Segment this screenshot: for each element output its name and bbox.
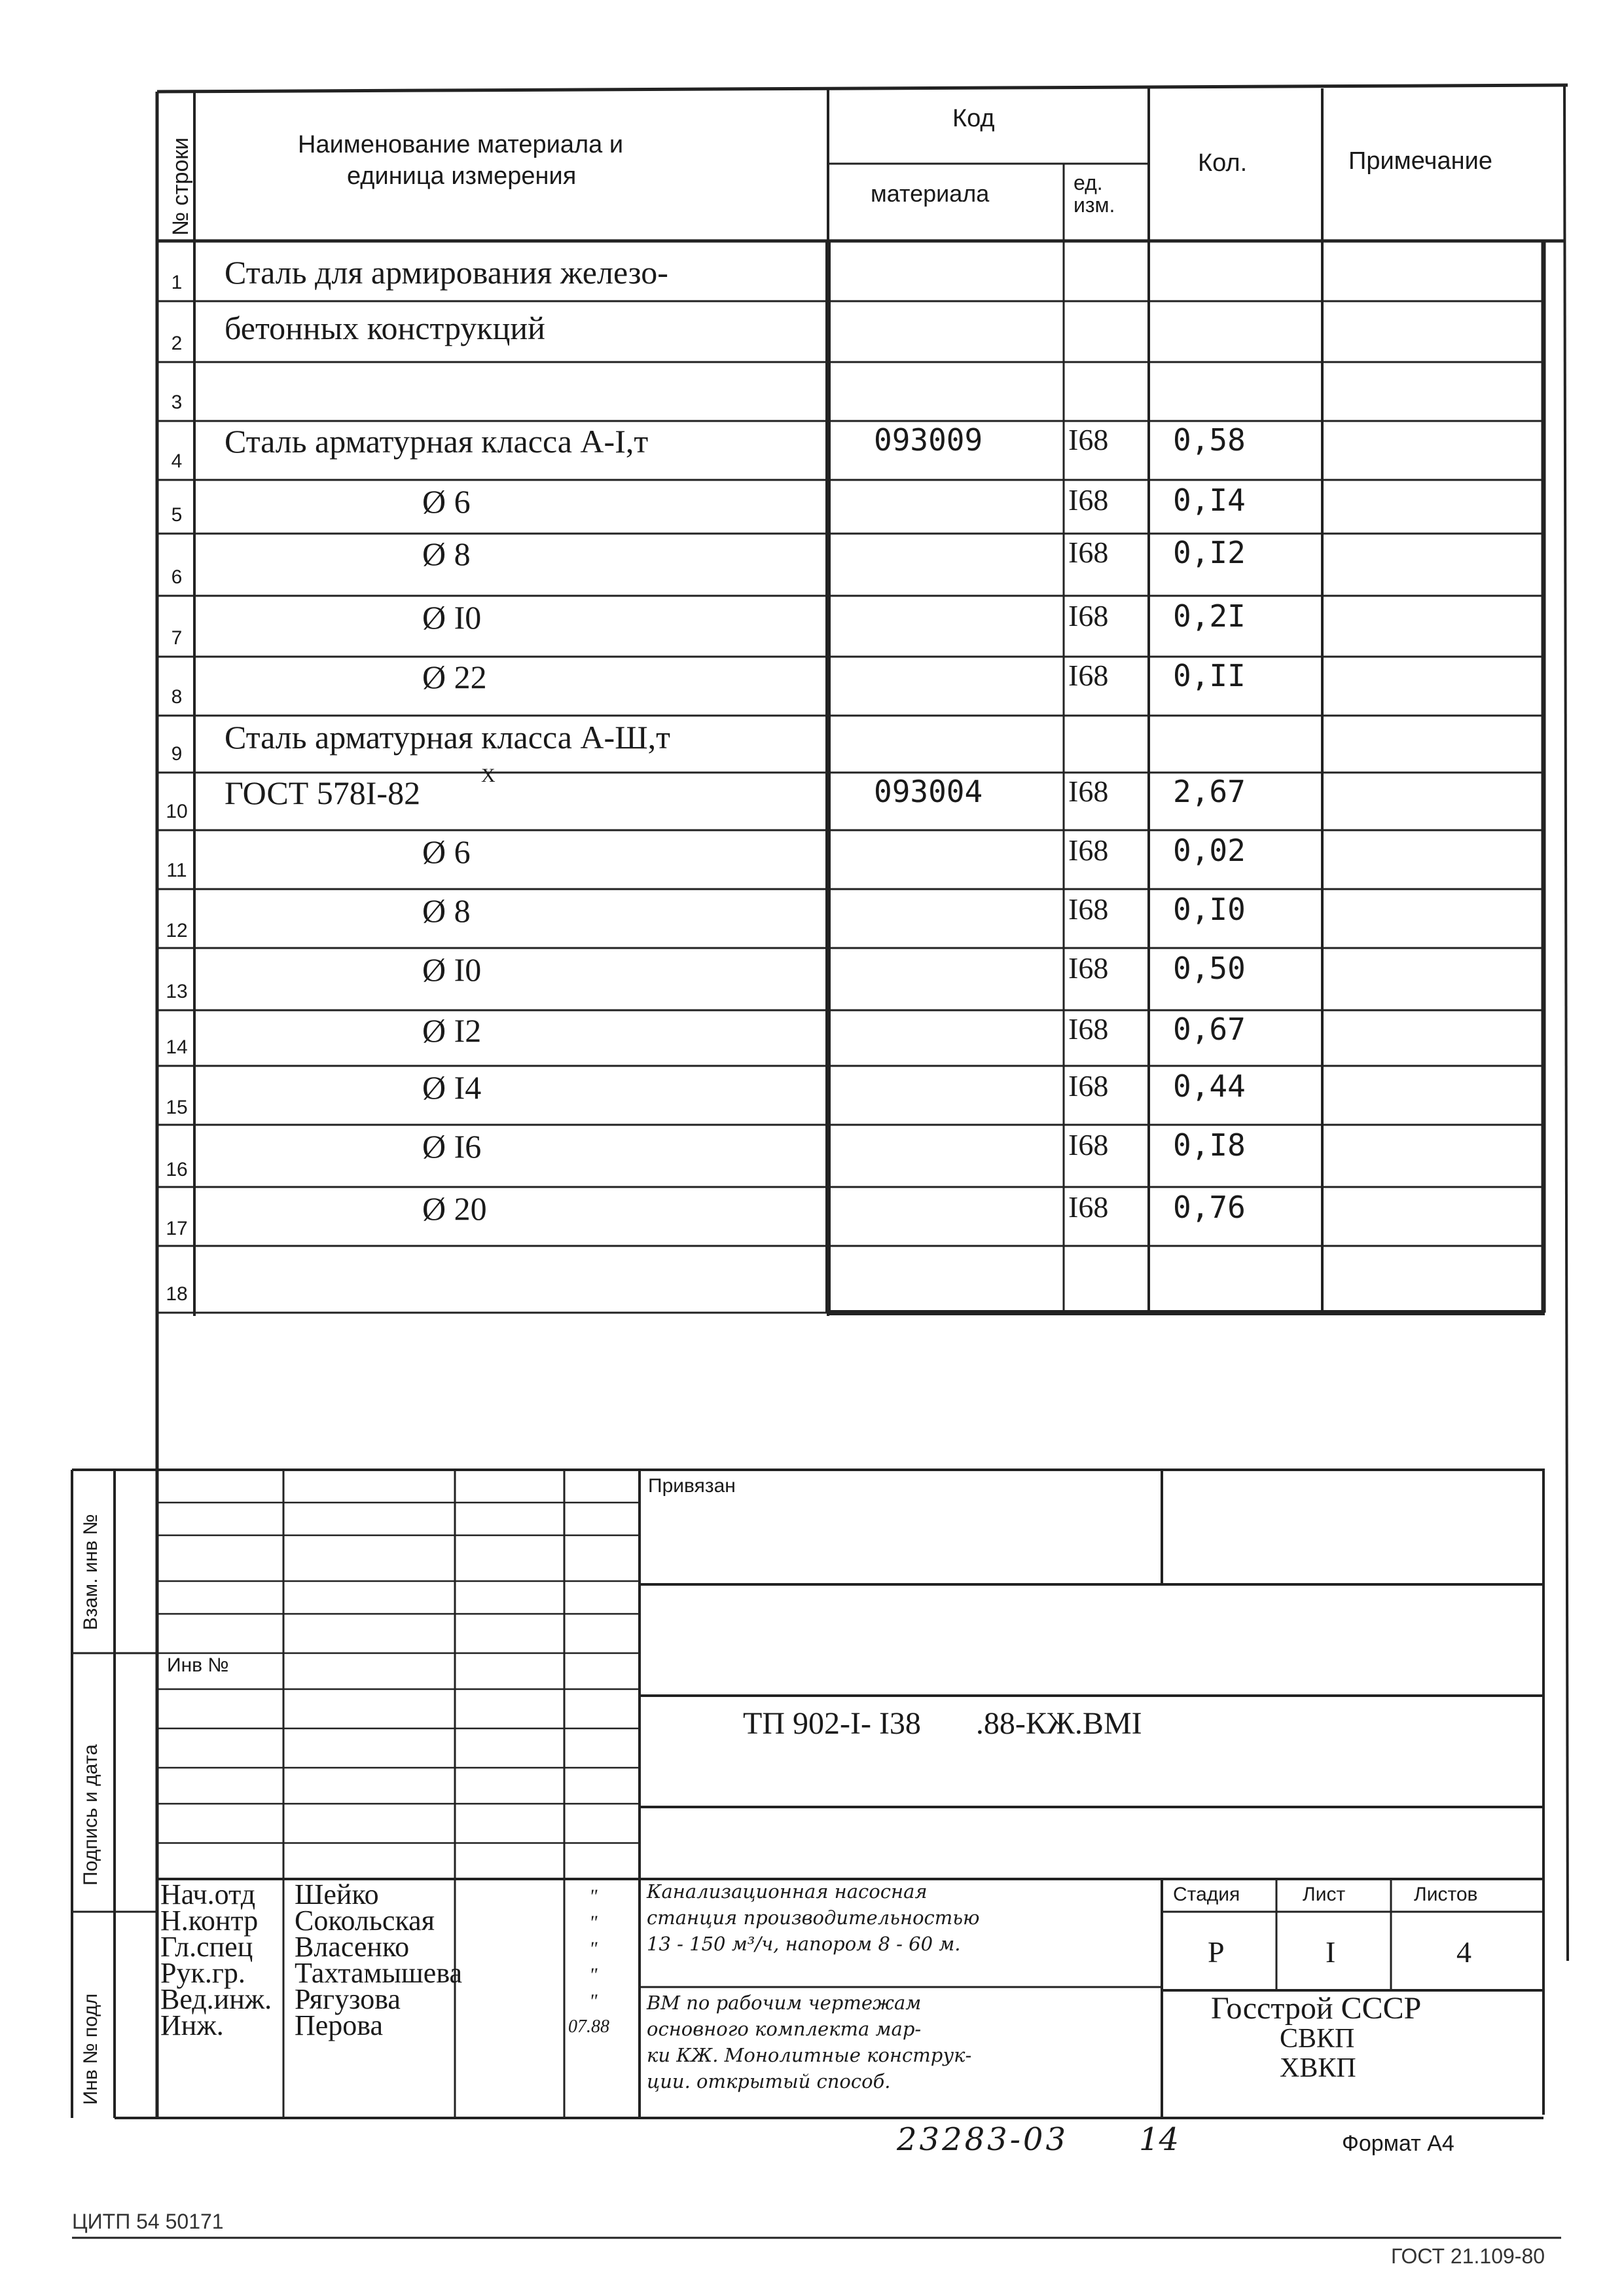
unit-code: I68 (1068, 1069, 1109, 1103)
material-name: Ø 8 (422, 892, 471, 929)
material-name: Ø 20 (422, 1190, 487, 1227)
row-number: 11 (166, 860, 187, 881)
row-number: 10 (166, 801, 188, 822)
quantity: 0,50 (1173, 951, 1246, 986)
printer-mark: ЦИТП 54 50171 (72, 2210, 224, 2233)
unit-code: I68 (1068, 951, 1109, 985)
unit-code: I68 (1068, 483, 1109, 517)
archive-number: 23283-03 (897, 2121, 1068, 2158)
title-line3: 13 - 150 м³/ч, напором 8 - 60 м. (647, 1933, 961, 1955)
row-number: 8 (171, 686, 183, 708)
person-name: Перова (295, 2009, 384, 2041)
name-header-line1: Наименование материала и (298, 131, 624, 158)
stage-value: Р (1208, 1935, 1225, 1969)
material-name: Ø I2 (422, 1012, 482, 1049)
row-number: 12 (166, 920, 188, 941)
sign-date: " (589, 1990, 598, 2012)
sign-date: 07.88 (568, 2016, 609, 2037)
quantity: 2,67 (1173, 774, 1246, 809)
unit-code: I68 (1068, 775, 1109, 808)
quantity: 0,II (1173, 658, 1246, 693)
unit-code: I68 (1068, 892, 1109, 926)
note-header: Примечание (1348, 147, 1492, 175)
qty-header: Кол. (1198, 149, 1248, 177)
row-number: 13 (166, 981, 188, 1002)
org-line2: СВКП (1280, 2024, 1355, 2054)
material-name: Ø 6 (422, 483, 471, 520)
quantity: 0,76 (1173, 1190, 1246, 1225)
unit-code: I68 (1068, 1128, 1109, 1161)
unit-code: I68 (1068, 1012, 1109, 1046)
sheets-label: Листов (1414, 1884, 1478, 1905)
subtitle-line1: ВМ по рабочим чертежам (647, 1992, 922, 2014)
signature-date-label: Подпись и дата (80, 1744, 101, 1886)
person-role: Вед.инж. (160, 1983, 272, 2015)
sheet-value: I (1326, 1935, 1336, 1969)
quantity: 0,44 (1173, 1068, 1246, 1104)
unit-code: I68 (1068, 1190, 1109, 1224)
format-label: Формат А4 (1342, 2131, 1454, 2156)
quantity: 0,2I (1173, 598, 1246, 634)
sign-date: " (589, 1938, 598, 1960)
person-name: Власенко (295, 1931, 410, 1963)
subtitle-line3: ки КЖ. Монолитные конструк- (647, 2044, 972, 2066)
unit-code: I68 (1068, 423, 1109, 456)
material-name: Сталь для армирования железо- (225, 254, 668, 291)
person-name: Шейко (295, 1878, 379, 1910)
unit-code-header: ед. изм. (1074, 171, 1115, 217)
person-role: Инж. (160, 2009, 224, 2041)
title-line1: Канализационная насосная (647, 1880, 928, 1903)
row-number: 5 (171, 504, 183, 526)
material-name: Ø I6 (422, 1128, 482, 1165)
row-number: 2 (171, 333, 183, 354)
sheet-label: Лист (1303, 1884, 1346, 1905)
replace-inv-label: Взам. инв № (80, 1514, 101, 1630)
privyazan-label: Привязан (648, 1475, 736, 1497)
row-number: 3 (171, 392, 183, 413)
person-role: Нач.отд (160, 1878, 256, 1910)
material-name: Ø 22 (422, 659, 487, 695)
quantity: 0,I4 (1173, 483, 1246, 518)
org-line3: ХВКП (1280, 2053, 1356, 2083)
material-code: 093009 (874, 422, 983, 458)
person-name: Сокольская (295, 1905, 435, 1937)
material-code: 093004 (874, 774, 983, 809)
gost-mark: ГОСТ 21.109-80 (1391, 2244, 1545, 2268)
quantity: 0,02 (1173, 833, 1246, 868)
sign-date: " (589, 1886, 598, 1907)
person-role: Н.контр (160, 1905, 259, 1937)
row-number: 14 (166, 1036, 188, 1058)
person-name: Тахтамышева (295, 1957, 463, 1989)
quantity: 0,I8 (1173, 1127, 1246, 1163)
material-name: Ø 8 (422, 536, 471, 572)
unit-code: I68 (1068, 659, 1109, 692)
quantity: 0,67 (1173, 1012, 1246, 1047)
row-number: 4 (171, 450, 183, 472)
row-number: 1 (171, 272, 183, 293)
stage-label: Стадия (1173, 1884, 1240, 1905)
material-name: Ø I4 (422, 1069, 482, 1106)
material-name: Ø 6 (422, 833, 471, 870)
person-role: Гл.спец (160, 1931, 253, 1963)
subtitle-line4: ции. открытый способ. (647, 2070, 891, 2092)
material-name: ГОСТ 578I-82 (225, 775, 421, 811)
unit-code: I68 (1068, 833, 1109, 867)
row-number: 15 (166, 1097, 188, 1118)
org-line1: Госстрой СССР (1211, 1991, 1422, 2026)
row-number: 17 (166, 1218, 188, 1239)
unit-code: I68 (1068, 536, 1109, 569)
row-number: 18 (166, 1283, 188, 1305)
sheets-value: 4 (1456, 1935, 1471, 1969)
material-name: Сталь арматурная класса А-I,т (225, 423, 649, 460)
code-header: Код (952, 105, 995, 132)
unit-code: I68 (1068, 599, 1109, 632)
quantity: 0,58 (1173, 422, 1246, 458)
inv-original-label: Инв № подл (80, 1993, 101, 2105)
subtitle-line2: основного комплекта мар- (647, 2018, 922, 2040)
sign-date: " (589, 1964, 598, 1986)
row-number-header: № строки (168, 137, 193, 236)
document-code: ТП 902-I- I38 .88-КЖ.ВМI (743, 1706, 1142, 1741)
row-number: 16 (166, 1159, 188, 1180)
row-number: 7 (171, 627, 183, 649)
gost-superscript: Х (481, 765, 496, 786)
row-number: 9 (171, 743, 183, 765)
archive-page: 14 (1139, 2121, 1180, 2158)
material-code-header: материала (871, 180, 990, 207)
name-header-line2: единица измерения (347, 162, 577, 190)
inv-no-label: Инв № (167, 1654, 229, 1676)
person-role: Рук.гр. (160, 1957, 245, 1989)
quantity: 0,I2 (1173, 535, 1246, 570)
person-name: Рягузова (295, 1983, 401, 2015)
material-name: Ø I0 (422, 951, 482, 988)
quantity: 0,I0 (1173, 892, 1246, 927)
material-name: Ø I0 (422, 599, 482, 636)
material-name: бетонных конструкций (225, 310, 545, 346)
row-number: 6 (171, 566, 183, 588)
material-name: Сталь арматурная класса А-Ш,т (225, 719, 670, 756)
sign-date: " (589, 1912, 598, 1933)
title-line2: станция производительностью (647, 1907, 980, 1929)
